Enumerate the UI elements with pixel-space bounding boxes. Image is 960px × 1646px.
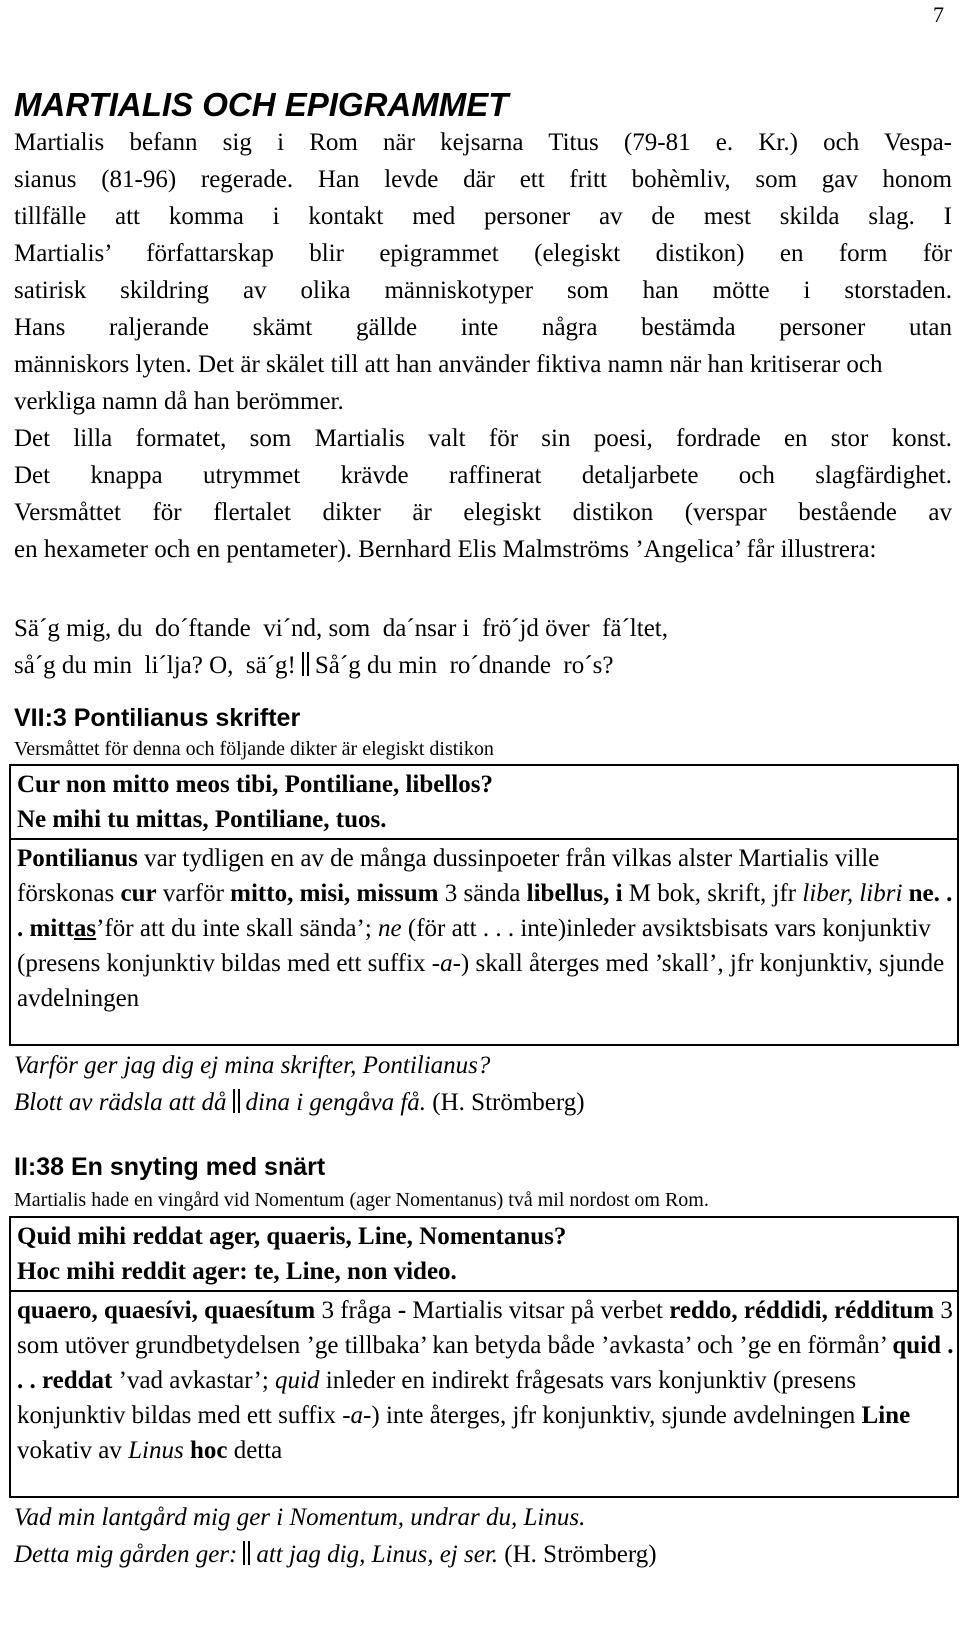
gloss-italic: liber, libri	[802, 880, 903, 907]
intro-line: Martialis befann sig i Rom när kejsarna Titus (79-81 e. Kr.) och Vespa-	[14, 129, 952, 156]
gloss-term: Pontilianus	[17, 845, 138, 872]
gloss-text: ’för att du inte skall sända’;	[96, 915, 379, 942]
translation-part: Detta mig gården ger:	[14, 1541, 238, 1568]
gloss-text: M bok, skrift, jfr	[622, 880, 803, 907]
vocabulary-gloss	[17, 1293, 957, 1468]
format-paragraph	[14, 420, 952, 568]
translation-line	[14, 1084, 585, 1121]
gloss-text: ) inte återges, jfr konjunktiv, sjunde avdelningen	[371, 1402, 862, 1429]
gloss-text: Martialis vitsar på verbet	[406, 1297, 670, 1324]
caesura-mark-icon	[302, 652, 309, 676]
translation-part: att jag dig, Linus, ej ser.	[256, 1541, 499, 1568]
section-note: Versmåttet för denna och följande dikter är elegiskt distikon	[14, 738, 494, 760]
box-divider	[11, 838, 957, 840]
gloss-text: detta	[227, 1437, 283, 1464]
intro-line: Hans raljerande skämt gällde inte några bestämda personer utan	[14, 314, 952, 341]
gloss-text: 3 fråga	[315, 1297, 398, 1324]
translation-line	[14, 1536, 657, 1573]
page-title: MARTIALIS OCH EPIGRAMMET	[14, 86, 509, 123]
gloss-text: 3 sända	[438, 880, 527, 907]
translator-credit: (H. Strömberg)	[498, 1541, 657, 1568]
intro-line: satirisk skildring av olika människotyper som han mötte i storstaden.	[14, 277, 952, 304]
intro-line: sianus (81-96) regerade. Han levde där ett fritt bohèmliv, som gav honom	[14, 166, 952, 193]
translator-credit: (H. Strömberg)	[426, 1089, 585, 1116]
gloss-term: quid . . . reddat	[17, 1332, 954, 1394]
gloss-term: -	[397, 1297, 407, 1324]
gloss-text: inleder en indirekt frågesats vars konjunktiv (presens konjunktiv bildas med ett suffix	[17, 1367, 857, 1429]
translation	[14, 1499, 657, 1573]
gloss-term: quaero, quaesívi, quaesítum	[17, 1297, 316, 1324]
gloss-term: cur	[120, 880, 157, 907]
poem-line: Sä´g mig, du do´ftande vi´nd, som da´nsar i frö´jd över fä´ltet,	[14, 615, 668, 642]
poem-line-part: Så´g du min ro´dnande ro´s?	[314, 652, 614, 679]
latin-verse-line: Quid mihi reddat ager, quaeris, Line, Nomentanus?	[17, 1223, 567, 1250]
gloss-text: varför	[156, 880, 231, 907]
latin-verse-line: Hoc mihi reddit ager: te, Line, non video.	[17, 1258, 457, 1285]
section-heading: II:38 En snyting med snärt	[14, 1153, 326, 1181]
gloss-term: ne. . . mitt	[17, 880, 953, 942]
gloss-text: vokativ av	[17, 1437, 129, 1464]
gloss-text: 3 som utöver grundbetydelsen ’ge tillbaka’ kan betyda både ’avkasta’ och ’ge en förmån’	[17, 1297, 953, 1359]
format-tail: en hexameter och en pentameter). Bernhard Elis Malmströms ’Angelica’ får illustrera:	[14, 536, 877, 563]
gloss-italic: Linus	[128, 1437, 184, 1464]
intro-paragraph	[14, 124, 952, 420]
gloss-text: ’vad avkastar’;	[112, 1367, 276, 1394]
section-note: Martialis hade en vingård vid Nomentum (ager Nomentanus) två mil nordost om Rom.	[14, 1189, 709, 1211]
verse-box	[9, 1216, 959, 1498]
vocabulary-gloss	[17, 841, 957, 1016]
translation-line: Vad min lantgård mig ger i Nomentum, undrar du, Linus.	[14, 1504, 586, 1531]
gloss-term: hoc	[189, 1437, 228, 1464]
latin-verse-line: Cur non mitto meos tibi, Pontiliane, libellos?	[17, 771, 493, 798]
gloss-italic: -a-	[431, 950, 461, 977]
intro-line: tillfälle att komma i kontakt med personer av de mest skilda slag. I	[14, 203, 952, 230]
format-line: Det knappa utrymmet krävde raffinerat detaljarbete och slagfärdighet.	[14, 462, 952, 489]
poem-line	[14, 647, 668, 684]
section-heading: VII:3 Pontilianus skrifter	[14, 704, 301, 732]
translation-part: Blott av rädsla att då	[14, 1089, 227, 1116]
gloss-term: mitto, misi, missum	[230, 880, 439, 907]
format-line: Det lilla formatet, som Martialis valt för sin poesi, fordrade en stor konst.	[14, 425, 952, 452]
gloss-term: reddo, réddidi, rédditum	[669, 1297, 935, 1324]
gloss-italic: quid	[275, 1367, 320, 1394]
poem-line-part: så´g du min li´lja? O, sä´g!	[14, 652, 296, 679]
caesura-mark-icon	[243, 1541, 250, 1565]
latin-verse-line: Ne mihi tu mittas, Pontiliane, tuos.	[17, 806, 387, 833]
translation-part: dina i gengåva få.	[245, 1089, 427, 1116]
gloss-text: (för att . . . inte)inleder avsiktsbisats vars konjunktiv (presens konjunktiv bildas med ett suffix	[17, 915, 931, 977]
intro-tail: människors lyten. Det är skälet till att han använder fiktiva namn när han kritiserar och verkliga namn då han berömmer.	[14, 351, 883, 415]
translation-line: Varför ger jag dig ej mina skrifter, Pontilianus?	[14, 1052, 491, 1079]
gloss-underlined-ending: as	[73, 915, 97, 942]
example-poem	[14, 610, 668, 684]
gloss-text: var tydligen en av de många dussinpoeter från vilkas alster Martialis ville förskonas	[17, 845, 880, 907]
gloss-term: libellus, i	[526, 880, 623, 907]
caesura-mark-icon	[233, 1089, 240, 1113]
gloss-italic: ne	[378, 915, 402, 942]
page-number: 7	[933, 2, 944, 27]
gloss-italic: -a-	[342, 1402, 372, 1429]
box-divider	[11, 1290, 957, 1292]
translation	[14, 1047, 585, 1121]
verse-box	[9, 764, 959, 1046]
intro-line: Martialis’ författarskap blir epigrammet (elegiskt distikon) en form för	[14, 240, 952, 267]
format-line: Versmåttet för flertalet dikter är elegiskt distikon (verspar bestående av	[14, 499, 952, 526]
gloss-text: ) skall återges med ’skall’, jfr konjunktiv, sjunde avdelningen	[17, 950, 945, 1012]
gloss-term: Line	[861, 1402, 911, 1429]
